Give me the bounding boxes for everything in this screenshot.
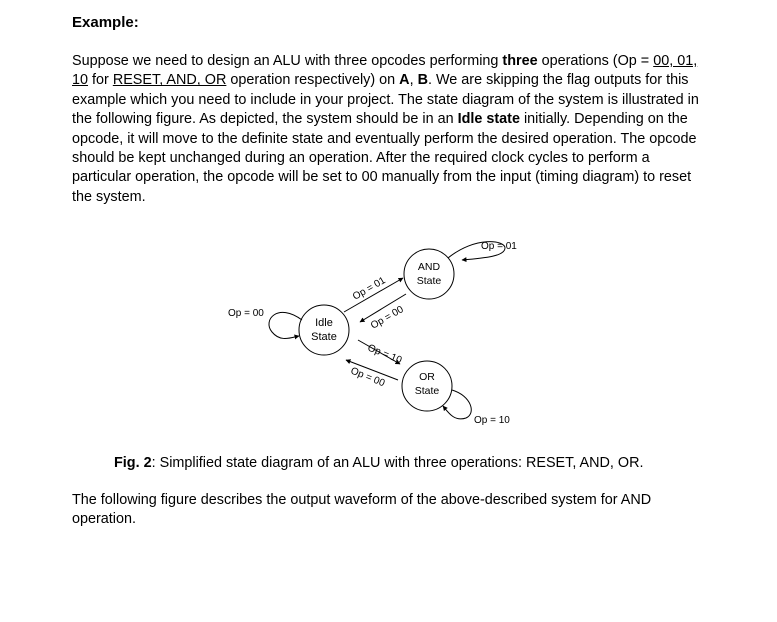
svg-text:AND: AND	[417, 261, 441, 273]
svg-text:OR: OR	[419, 371, 435, 383]
idle-state	[299, 305, 349, 355]
figure-caption: Fig. 2: Simplified state diagram of an ALU with three operations: RESET, AND, OR.	[114, 455, 644, 471]
svg-text:State: State	[416, 275, 442, 287]
state-diagram	[0, 228, 777, 438]
or-state	[402, 361, 452, 411]
or-to-idle-label: Op = 00	[348, 365, 387, 390]
and-loop-label: Op = 01	[481, 241, 517, 252]
idle-loop-label: Op = 00	[228, 308, 264, 319]
and-to-idle-label: Op = 00	[369, 304, 406, 332]
svg-text:State: State	[414, 385, 440, 397]
example-heading: Example:	[72, 14, 139, 31]
or-loop-label: Op = 10	[474, 415, 510, 426]
waveform-paragraph: The following figure describes the output waveform of the above-described system for AND operation.	[72, 492, 652, 528]
intro-paragraph: Suppose we need to design an ALU with three opcodes performing three operations (Op = 00, 01, 10 for RESET, AND, OR operation respectively) on A, B. We are skipping the flag outputs for this example which you need to include in your project. The state diagram of the system is illustrated in the following figure. As depicted, the system should be in an Idle state initially. Depending on the opcode, it will move to the definite state and eventually perform the desired operation. The opcode should be kept unchanged during an operation. After the required clock cycles to perform a particular operation, the opcode will be set to 00 manually from the input (timing diagram) to reset the system.	[72, 53, 699, 205]
idle-to-and-label: Op = 01	[351, 275, 388, 303]
idle-to-or-label: Op = 10	[365, 342, 404, 367]
svg-text:Idle: Idle	[315, 317, 333, 329]
svg-text:State: State	[311, 331, 337, 343]
idle-self-loop	[269, 312, 302, 338]
and-state	[404, 249, 454, 299]
